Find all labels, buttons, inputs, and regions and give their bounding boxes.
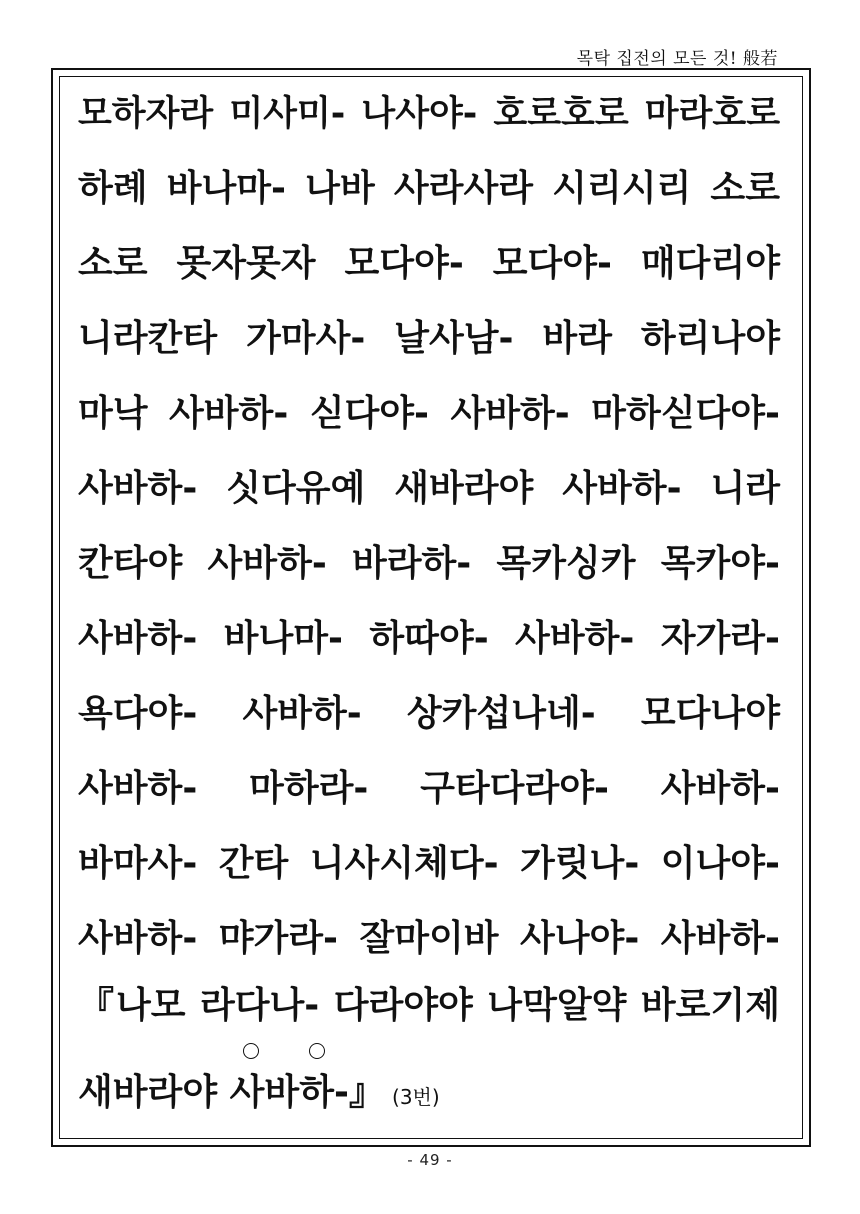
chant-line-2: 하례 바나마- 나바 사라사라 시리시리 소로: [78, 168, 780, 209]
chant-line-9: 욕다야- 사바하- 상카섭나네- 모다나야: [78, 693, 780, 734]
repeat-count-note: (3번): [392, 1085, 440, 1109]
chant-line-12: 사바하- 먀가라- 잘마이바 사나야- 사바하-: [78, 918, 780, 959]
chant-line-6: 사바하- 싯다유예 새바라야 사바하- 니라: [78, 468, 780, 509]
chant-line-4: 니라칸타 가마사- 날사남- 바라 하리나야: [78, 318, 780, 359]
chant-final-line: [78, 1063, 440, 1123]
running-header: 목탁 집전의 모든 것! 般若: [576, 49, 778, 69]
chant-line-5: 마낙 사바하- 싣다야- 사바하- 마하싣다야-: [78, 393, 780, 434]
chant-line-3: 소로 못자못자 모다야- 모다야- 매다리야: [78, 243, 780, 284]
chant-line-1: 모하자라 미사미- 나사야- 호로호로 마라호로: [78, 94, 780, 134]
chant-line-10: 사바하- 마하라- 구타다라야- 사바하-: [78, 768, 780, 809]
chant-line-13: 『나모 라다나- 다라야야 나막알약 바로기제: [78, 985, 780, 1026]
chant-line-7: 칸타야 사바하- 바라하- 목카싱카 목카야-: [78, 543, 780, 584]
chant-final-text: 새바라야 사바하-』: [78, 1072, 385, 1113]
emphasis-circle-mark: [243, 1043, 259, 1059]
page-number: - 49 -: [407, 1151, 453, 1169]
chant-line-8: 사바하- 바나마- 하따야- 사바하- 자가라-: [78, 618, 780, 659]
chant-line-11: 바마사- 간타 니사시체다- 가릿나- 이나야-: [78, 843, 780, 884]
emphasis-circle-mark: [309, 1043, 325, 1059]
